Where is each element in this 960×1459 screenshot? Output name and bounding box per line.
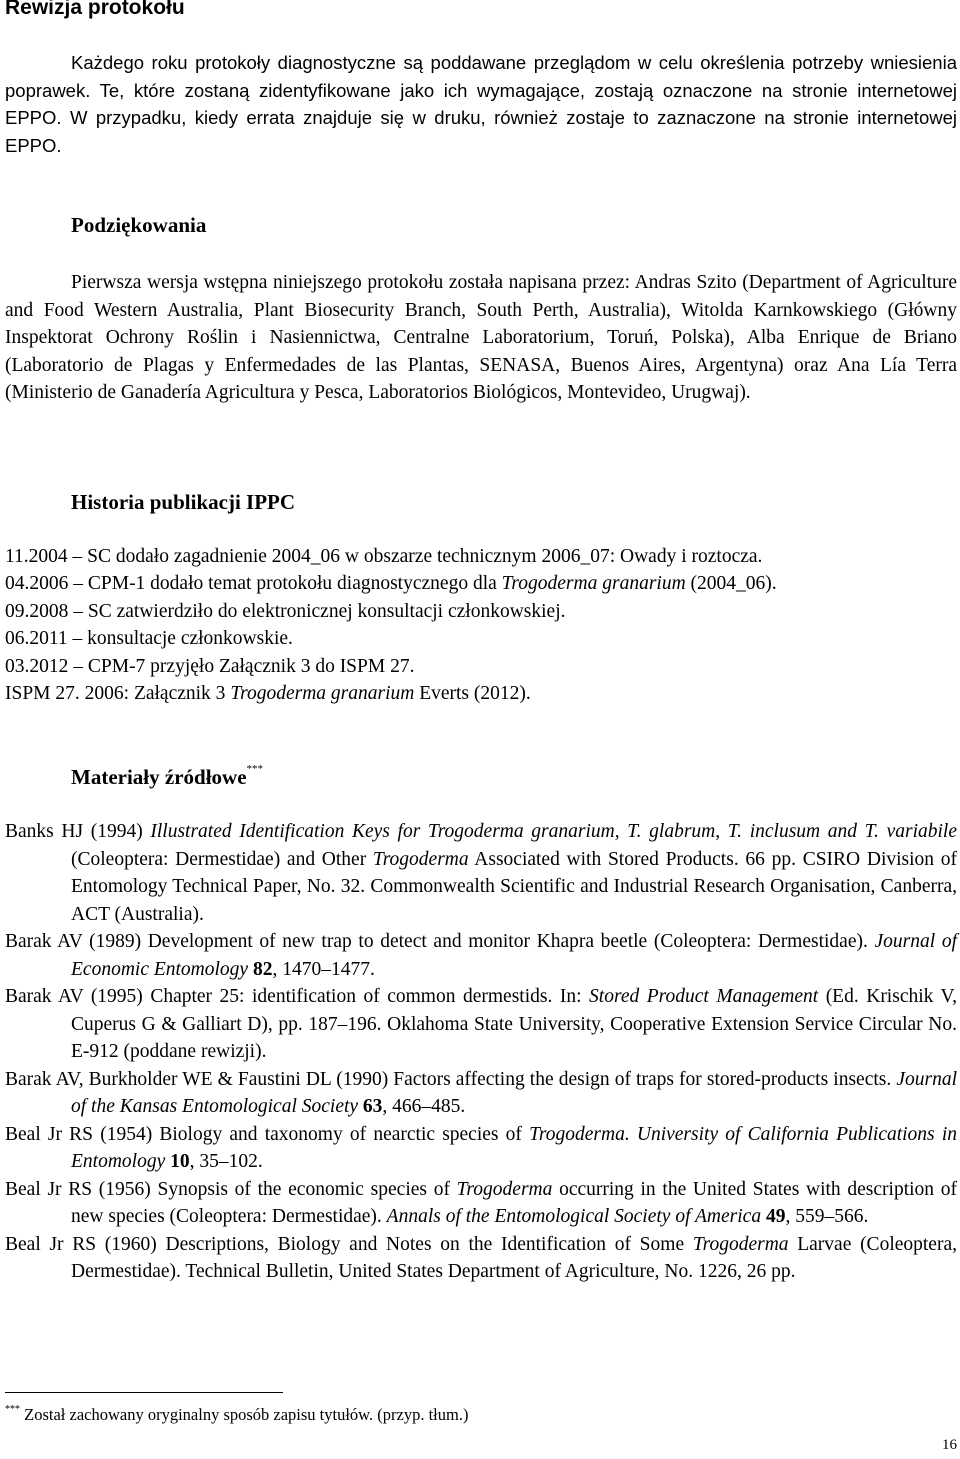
history-item: ISPM 27. 2006: Załącznik 3 Trogoderma granarium Everts (2012).	[5, 683, 531, 705]
revision-paragraph: Każdego roku protokoły diagnostyczne są poddawane przeglądom w celu określenia potrzeby wniesienia poprawek. Te, które zostaną zidentyfikowane jako ich wymagające, zostają oznaczone na stronie internetowej EPPO. W przypadku, kiedy errata znajduje się w druku, również zostaje to zaznaczone na stronie internetowej EPPO.	[5, 52, 957, 156]
history-item: 09.2008 – SC zatwierdziło do elektronicznej konsultacji członkowskiej.	[5, 600, 566, 622]
history-heading: Historia publikacji IPPC	[71, 490, 296, 514]
acknowledgements-paragraph: Pierwsza wersja wstępna niniejszego protokołu została napisana przez: Andras Szito (Department of Agriculture and Food Western Australia, Plant Biosecurity Branch, South Perth, Australia), Witolda Karnkowskiego (Główny Inspektorat Ochrony Roślin i Nasiennictwa, Centralne Laboratorium, Toruń, Polska), Alba Enrique de Briano (Laboratorio de Plagas y Enfermedades de las Plantas, SENASA, Buenos Aires, Argentyna) oraz Ana Lía Terra (Ministerio de Ganadería Agricultura y Pesca, Laboratorios Biológicos, Montevideo, Urugwaj).	[5, 272, 957, 403]
references-list	[5, 818, 957, 1286]
history-item: 04.2006 – CPM-1 dodało temat protokołu diagnostycznego dla Trogoderma granarium (2004_06).	[5, 573, 777, 595]
footnote-marker: ***	[246, 763, 264, 775]
document-page	[5, 0, 957, 1459]
reference-item: Barak AV (1995) Chapter 25: identification of common dermestids. In: Stored Product Management (Ed. Krischik V, Cuperus G & Galliart D), pp. 187–196. Oklahoma State University, Cooperative Extension Service Circular No. E-912 (poddane rewizji).	[5, 986, 957, 1062]
page-number: 16	[942, 1437, 957, 1453]
reference-item: Beal Jr RS (1960) Descriptions, Biology and Notes on the Identification of Some Trogoderma Larvae (Coleoptera, Dermestidae). Technical Bulletin, United States Department of Agriculture, No. 1226, 26 pp.	[5, 1233, 957, 1282]
reference-item: Beal Jr RS (1954) Biology and taxonomy of nearctic species of Trogoderma. University of California Publications in Entomology 10, 35–102.	[5, 1123, 957, 1172]
footnote: *** Został zachowany oryginalny sposób zapisu tytułów. (przyp. tłum.)	[5, 1404, 469, 1424]
reference-item: Banks HJ (1994) Illustrated Identification Keys for Trogoderma granarium, T. glabrum, T. inclusum and T. variabile (Coleoptera: Dermestidae) and Other Trogoderma Associated with Stored Products. 66 pp. CSIRO Division of Entomology Technical Paper, No. 32. Commonwealth Scientific and Industrial Research Organisation, Canberra, ACT (Australia).	[5, 821, 957, 925]
history-item: 11.2004 – SC dodało zagadnienie 2004_06 w obszarze technicznym 2006_07: Owady i roztocza.	[5, 546, 763, 567]
references-heading: Materiały źródłowe***	[71, 763, 264, 789]
history-item: 06.2011 – konsultacje członkowskie.	[5, 628, 293, 650]
history-list	[5, 543, 957, 707]
reference-item: Barak AV, Burkholder WE & Faustini DL (1990) Factors affecting the design of traps for stored-products insects. Journal of the Kansas Entomological Society 63, 466–485.	[5, 1068, 957, 1117]
revision-heading: Rewizja protokołu	[5, 0, 185, 19]
footnote-divider	[5, 1392, 283, 1393]
reference-item: Barak AV (1989) Development of new trap to detect and monitor Khapra beetle (Coleoptera: Dermestidae). Journal of Economic Entomology 82, 1470–1477.	[5, 931, 957, 980]
footnote-marker: ***	[5, 1404, 20, 1415]
acknowledgements-heading: Podziękowania	[71, 213, 207, 237]
history-item: 03.2012 – CPM-7 przyjęło Załącznik 3 do ISPM 27.	[5, 655, 415, 677]
reference-item: Beal Jr RS (1956) Synopsis of the economic species of Trogoderma occurring in the United States with description of new species (Coleoptera: Dermestidae). Annals of the Entomological Society of America 49, 559–566.	[5, 1178, 957, 1227]
